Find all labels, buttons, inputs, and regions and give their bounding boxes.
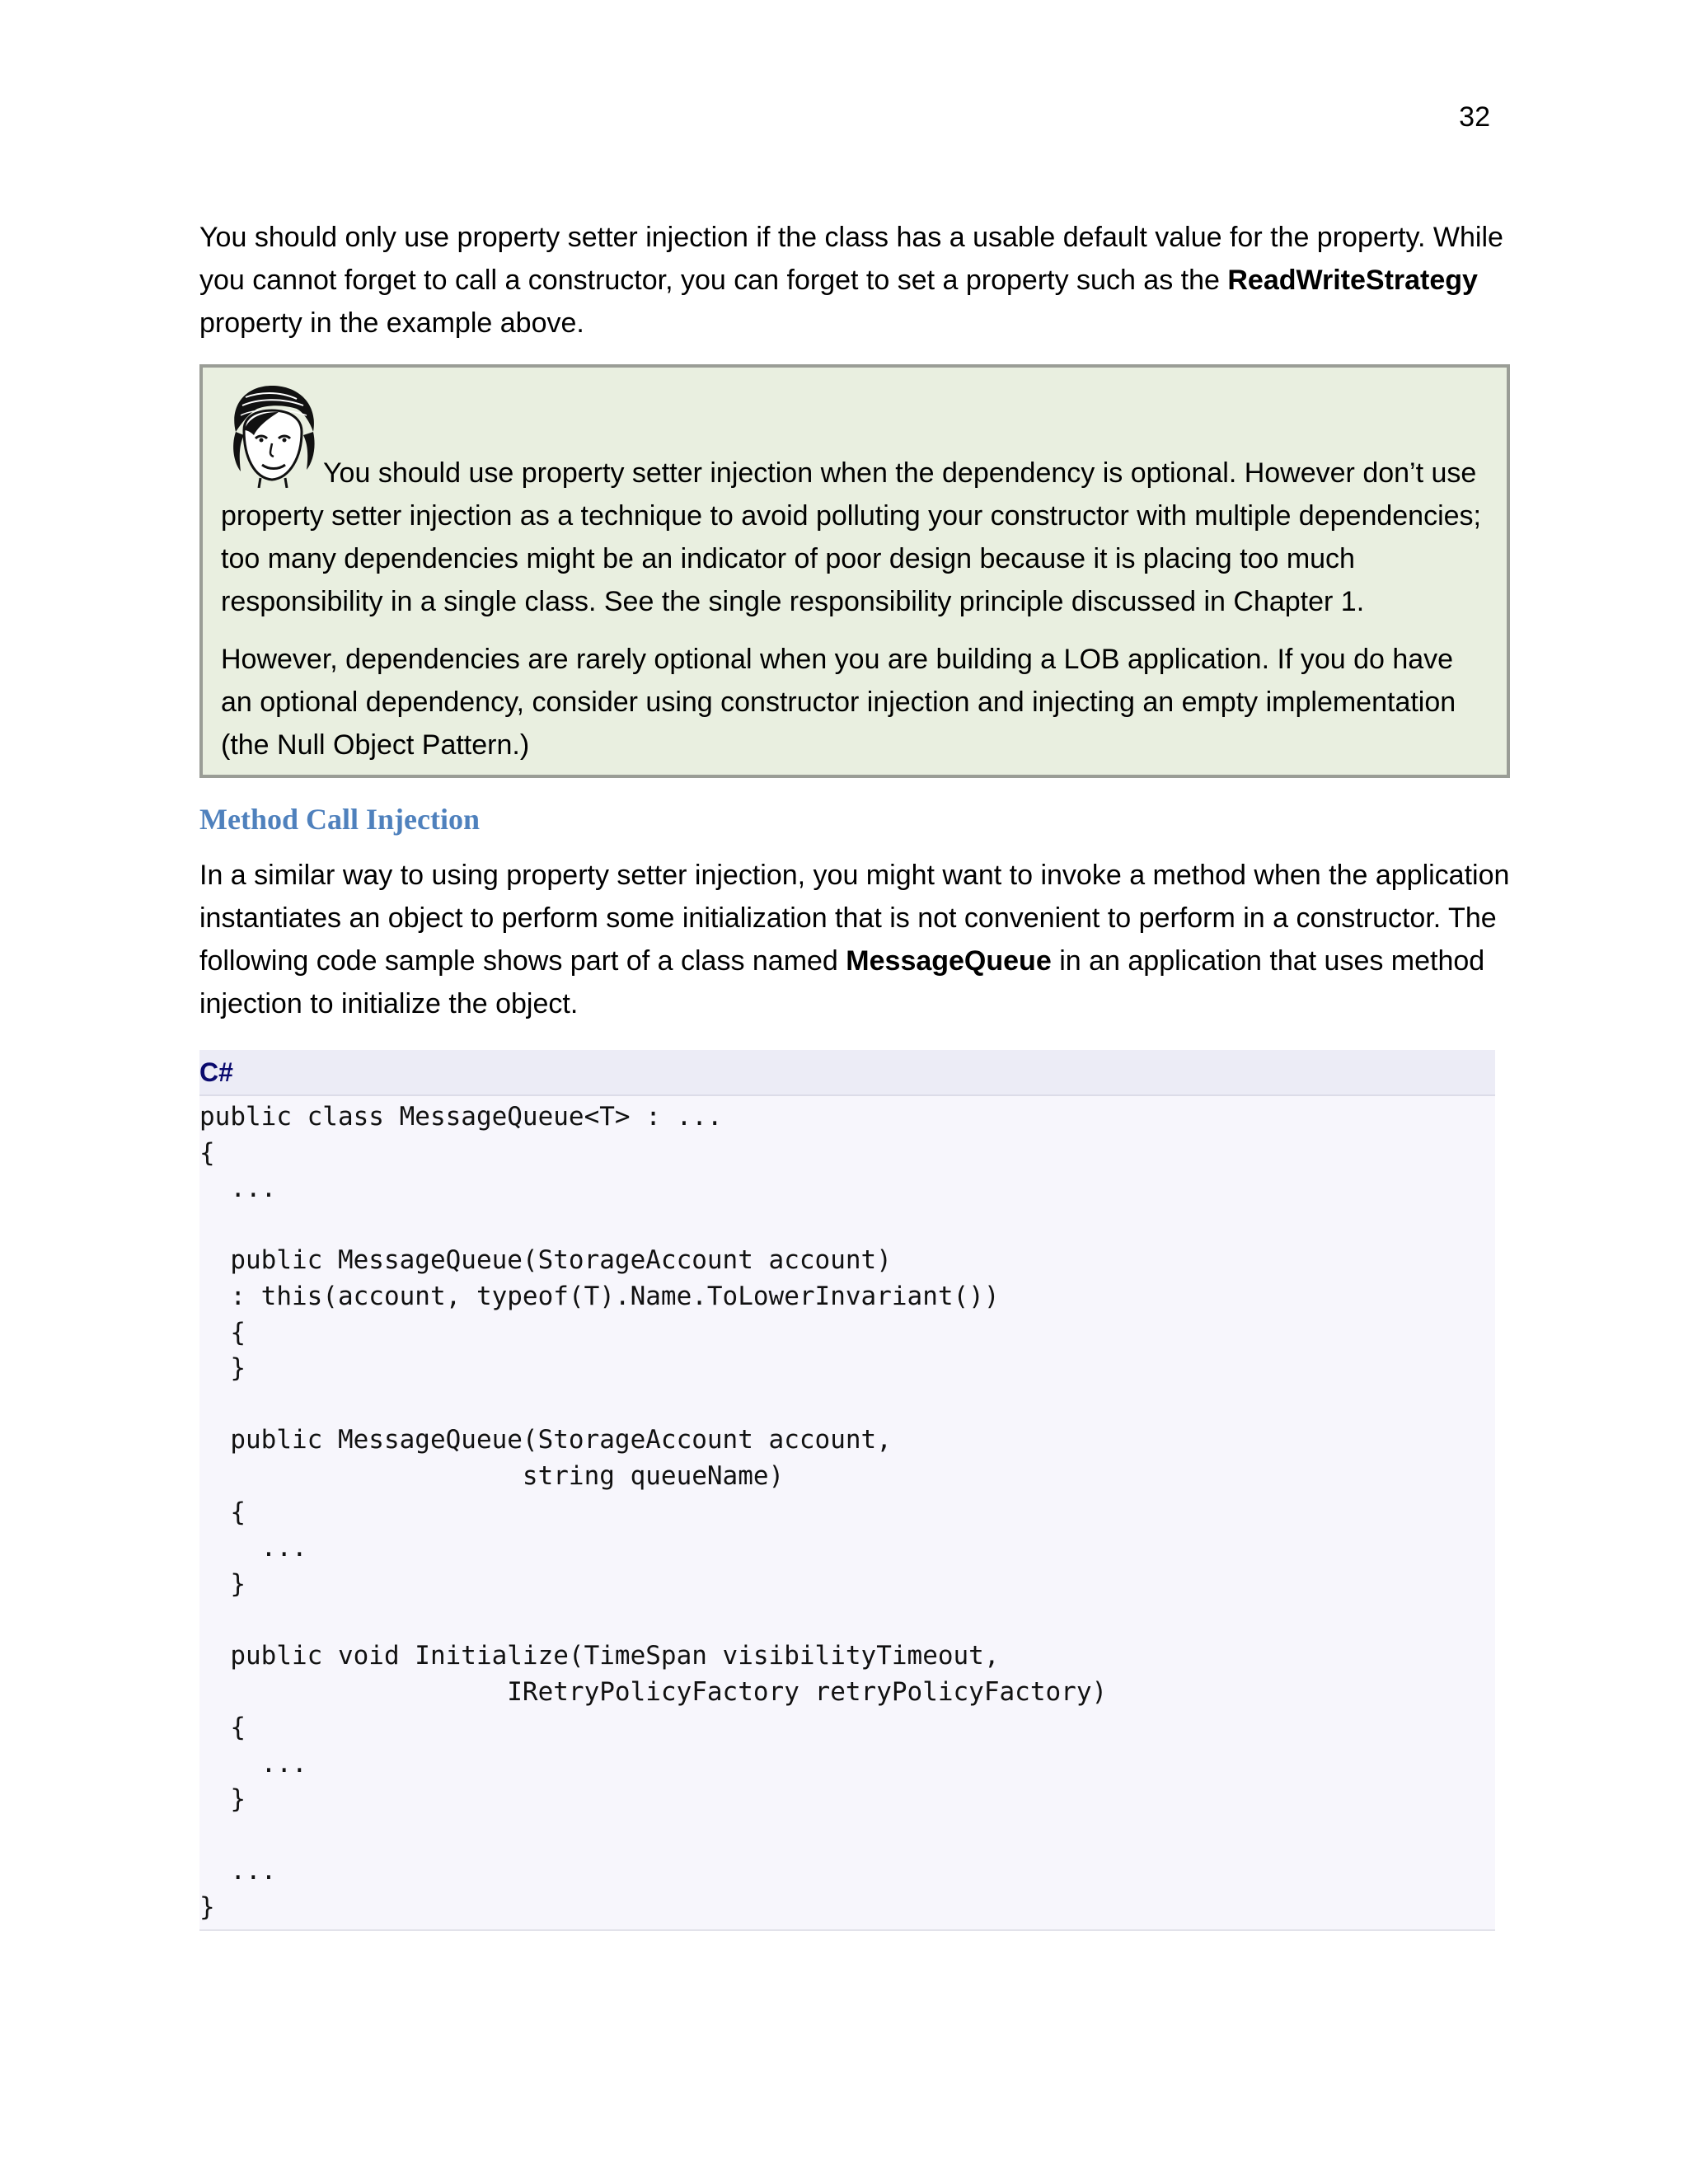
note-paragraph-2: However, dependencies are rarely optional when you are building a LOB application. If you do have an optional dependency, consider using constructor injection and injecting an empty implementation (the Null Object Pattern.) xyxy=(221,644,1456,761)
intro-text-end: property in the example above. xyxy=(199,307,584,339)
section-bold-term: MessageQueue xyxy=(846,945,1052,977)
page-content xyxy=(199,216,1510,1931)
intro-bold-term: ReadWriteStrategy xyxy=(1227,265,1478,296)
code-listing: public class MessageQueue<T> : ... { ... public MessageQueue(StorageAccount account) : this(account, typeof(T).Name.ToLowerInvariant()) { } public MessageQueue(StorageAccount account, string queueName) { ... } public void Initialize(TimeSpan visibilityTimeout, IRetryPolicyFactory retryPolicyFactory) { ... } ... } xyxy=(199,1102,1108,1923)
section-text-start: In a similar way to using property setter injection, you might want to invoke a method when the application instantiates an object to perform some initialization that is not convenient to perform in a constructor. The following code sample shows part of a class named xyxy=(199,860,1510,977)
section-heading: Method Call Injection xyxy=(199,803,480,836)
intro-paragraph xyxy=(199,216,1510,344)
section-paragraph xyxy=(199,854,1510,1025)
note-paragraph-1: You should use property setter injection when the dependency is optional. However don’t use property setter injection as a technique to avoid polluting your constructor with multiple dependencies; too many dependencies might be an indicator of poor design because it is placing too much responsibility in a single class. See the single responsibility principle discussed in Chapter 1. xyxy=(221,457,1481,617)
note-box xyxy=(199,364,1510,778)
code-language-label: C# xyxy=(199,1057,233,1087)
face-avatar-icon xyxy=(221,381,323,488)
code-block xyxy=(199,1050,1495,1931)
section-text-end: in an application that uses method injection to initialize the object. xyxy=(199,945,1485,1019)
code-header xyxy=(199,1050,1495,1096)
page-number: 32 xyxy=(1459,101,1490,133)
intro-text-start: You should only use property setter injection if the class has a usable default value for the property. While you cannot forget to call a constructor, you can forget to set a property such as the xyxy=(199,222,1503,296)
